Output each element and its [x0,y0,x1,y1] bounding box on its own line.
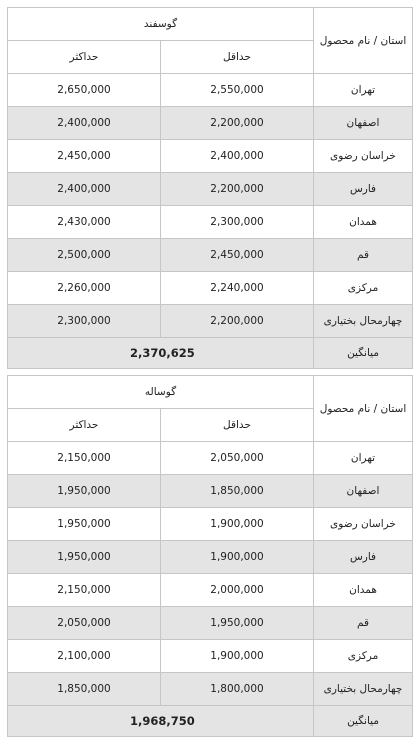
table-row [8,607,413,640]
min-price: 1,950,000 [161,607,314,640]
table-row [8,640,413,673]
product-name: گوساله [8,376,314,409]
min-price: 1,900,000 [161,541,314,574]
province-name: همدان [314,574,413,607]
min-price: 1,800,000 [161,673,314,706]
table-row [8,206,413,239]
province-name: فارس [314,541,413,574]
province-name: خراسان رضوی [314,140,413,173]
province-product-header: استان / نام محصول [314,8,413,74]
max-price: 2,260,000 [8,272,161,305]
min-price-header: حداقل [161,41,314,74]
max-price: 2,450,000 [8,140,161,173]
table-row [8,508,413,541]
max-price-header: حداکثر [8,41,161,74]
province-name: تهران [314,74,413,107]
province-name: قم [314,607,413,640]
product-name: گوسفند [8,8,314,41]
province-name: خراسان رضوی [314,508,413,541]
table-row [8,442,413,475]
average-label: میانگین [314,338,413,369]
table-row [8,140,413,173]
min-price: 2,200,000 [161,173,314,206]
price-table-sheep [7,7,413,369]
max-price-header: حداکثر [8,409,161,442]
max-price: 2,500,000 [8,239,161,272]
table-row [8,173,413,206]
max-price: 2,430,000 [8,206,161,239]
table-row [8,475,413,508]
min-price: 1,900,000 [161,508,314,541]
min-price: 2,400,000 [161,140,314,173]
min-price: 2,240,000 [161,272,314,305]
table-row [8,673,413,706]
table-header-row [8,376,413,409]
max-price: 2,150,000 [8,574,161,607]
table-row [8,272,413,305]
province-name: مرکزی [314,640,413,673]
max-price: 2,150,000 [8,442,161,475]
max-price: 2,400,000 [8,107,161,140]
average-row [8,706,413,737]
max-price: 1,950,000 [8,508,161,541]
max-price: 2,650,000 [8,74,161,107]
table-row [8,107,413,140]
max-price: 2,050,000 [8,607,161,640]
min-price: 2,200,000 [161,305,314,338]
table-header-row [8,8,413,41]
province-name: فارس [314,173,413,206]
min-price: 2,000,000 [161,574,314,607]
province-name: همدان [314,206,413,239]
min-price: 2,050,000 [161,442,314,475]
max-price: 1,950,000 [8,475,161,508]
table-row [8,74,413,107]
min-price: 2,200,000 [161,107,314,140]
max-price: 2,100,000 [8,640,161,673]
province-product-header: استان / نام محصول [314,376,413,442]
price-table-calf [7,375,413,737]
min-price: 1,850,000 [161,475,314,508]
max-price: 1,850,000 [8,673,161,706]
province-name: قم [314,239,413,272]
max-price: 1,950,000 [8,541,161,574]
province-name: تهران [314,442,413,475]
table-row [8,239,413,272]
min-price: 2,450,000 [161,239,314,272]
table-row [8,305,413,338]
min-price: 2,550,000 [161,74,314,107]
max-price: 2,400,000 [8,173,161,206]
province-name: مرکزی [314,272,413,305]
average-label: میانگین [314,706,413,737]
province-name: اصفهان [314,107,413,140]
max-price: 2,300,000 [8,305,161,338]
min-price: 1,900,000 [161,640,314,673]
table-row [8,541,413,574]
table-row [8,574,413,607]
average-value: 2,370,625 [8,338,314,369]
average-value: 1,968,750 [8,706,314,737]
province-name: چهارمحال بختیاری [314,305,413,338]
min-price: 2,300,000 [161,206,314,239]
province-name: چهارمحال بختیاری [314,673,413,706]
min-price-header: حداقل [161,409,314,442]
province-name: اصفهان [314,475,413,508]
average-row [8,338,413,369]
